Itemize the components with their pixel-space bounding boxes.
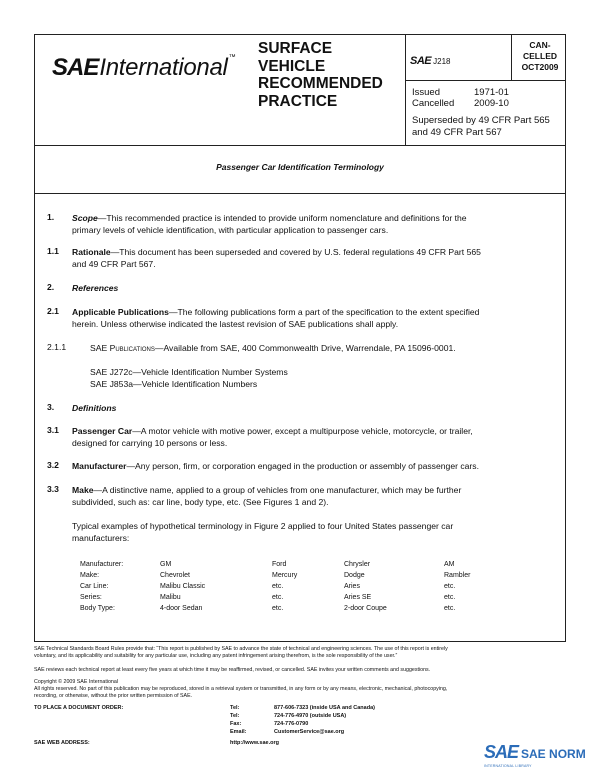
rights-notice [34, 686, 566, 700]
table-cell: Body Type: [80, 605, 115, 612]
section-references [72, 282, 547, 294]
cancelled-line: CAN- [529, 40, 551, 50]
superseded-line: and 49 CFR Part 567 [412, 127, 502, 138]
document-title: Passenger Car Identification Terminology [216, 162, 384, 172]
section-text: —A distinctive name, applied to a group of vehicles from one manufacturer, which may be further [93, 485, 462, 495]
fax-label: Fax: [230, 721, 242, 727]
section-applicable-publications [72, 306, 547, 330]
section-number: 2. [47, 282, 55, 292]
email-link[interactable]: CustomerService@sae.org [274, 729, 345, 735]
table-cell: etc. [444, 605, 456, 612]
standard-sae-mark: SAE [410, 55, 432, 67]
table-cell: Chevrolet [160, 572, 190, 579]
standard-number-text: J218 [433, 57, 451, 66]
section-text: —A motor vehicle with motive power, except a multipurpose vehicle, motorcycle, or trailer, [132, 426, 473, 436]
table-cell: Malibu Classic [160, 583, 206, 590]
section-label: SAE Publications [90, 343, 155, 353]
table-cell: Aries [344, 583, 360, 590]
reference-item: SAE J272c—Vehicle Identification Number Systems [90, 367, 288, 377]
table-cell: etc. [272, 605, 284, 612]
table-cell: etc. [444, 594, 456, 601]
review-notice: SAE reviews each technical report at least every five years at which time it may be reaffirmed, revised, or cancelled. SAE invites your written comments and suggestions. [34, 667, 431, 673]
section-title: Applicable Publications [72, 307, 169, 317]
table-cell: 4-door Sedan [160, 605, 203, 612]
table-cell: etc. [444, 583, 456, 590]
table-cell: 2-door Coupe [344, 605, 387, 612]
table-cell: etc. [272, 594, 284, 601]
table-cell: Series: [80, 594, 102, 601]
section-text: Typical examples of hypothetical terminology in Figure 2 applied to four United States passenger car [72, 521, 454, 531]
table-cell: Aries SE [344, 594, 372, 601]
web-label: SAE WEB ADDRESS: [34, 740, 90, 746]
issued-label: Issued [412, 87, 440, 98]
board-rules-notice [34, 646, 566, 660]
section-number: 3.2 [47, 460, 59, 470]
title-line: VEHICLE [258, 57, 326, 75]
section-text: —The following publications form a part of the specification to the extent specified [168, 307, 480, 317]
standard-number [410, 55, 450, 67]
sae-international-logo [52, 54, 236, 84]
tel-inside: 877-606-7323 (inside USA and Canada) [274, 705, 375, 711]
section-text: —Any person, firm, or corporation engaged in the production or assembly of passenger cars. [126, 461, 479, 471]
definition-manufacturer [72, 460, 547, 472]
logo-trademark: ™ [228, 54, 236, 61]
section-number: 2.1 [47, 306, 59, 316]
superseded-line: Superseded by 49 CFR Part 565 [412, 115, 550, 126]
title-line: SURFACE [258, 40, 333, 57]
section-number: 3. [47, 402, 55, 412]
number-divider [405, 80, 566, 81]
section-text: —Available from SAE, 400 Commonwealth Drive, Warrendale, PA 15096-0001. [154, 343, 456, 353]
logo-international-text: International [99, 54, 228, 81]
title-divider [34, 193, 566, 194]
section-number: 3.3 [47, 484, 59, 494]
table-cell: Mercury [272, 572, 298, 579]
tel-label: Tel: [230, 713, 240, 719]
cancelled-date: 2009-10 [474, 98, 509, 109]
definition-make [72, 484, 547, 508]
section-rationale [72, 246, 547, 270]
fax-number: 724-776-0790 [274, 721, 309, 727]
table-cell: AM [444, 561, 455, 568]
cancelled-line: CELLED [523, 51, 557, 61]
email-label: Email: [230, 729, 247, 735]
section-number: 2.1.1 [47, 342, 67, 352]
definition-passenger-car [72, 425, 547, 449]
header-vline [405, 34, 406, 145]
table-cell: Rambler [444, 572, 471, 579]
section-title: Manufacturer [72, 461, 127, 471]
table-cell: etc. [272, 583, 284, 590]
section-text: designed for carrying 10 persons or less. [72, 438, 228, 448]
title-line: PRACTICE [258, 92, 338, 110]
table-cell: Dodge [344, 572, 365, 579]
section-text: manufacturers: [72, 533, 130, 543]
footer-text: All rights reserved. No part of this publication may be reproduced, stored in a retrieval system or transmitted, in any form or by any means, electronic, mechanical, photocopying, [34, 686, 448, 692]
section-text: herein. Unless otherwise indicated the lastest revision of SAE publications shall apply. [72, 319, 399, 329]
section-sae-publications [90, 342, 550, 354]
section-number: 1.1 [47, 246, 59, 256]
footer-text: voluntary, and its applicability and suitability for any particular use, including any patent infringement arising therefrom, is the sole responsibility of the user.” [34, 653, 398, 659]
cancelled-label: Cancelled [412, 98, 455, 109]
section-text: and 49 CFR Part 567. [72, 259, 156, 269]
table-cell: Car Line: [80, 583, 109, 590]
order-label: TO PLACE A DOCUMENT ORDER: [34, 705, 124, 711]
table-cell: Manufacturer: [80, 561, 124, 568]
section-title: Scope [72, 213, 98, 223]
section-text: —This document has been superseded and covered by U.S. federal regulations 49 CFR Part 565 [110, 247, 481, 257]
reference-item: SAE J853a—Vehicle Identification Numbers [90, 379, 258, 389]
section-text: —This recommended practice is intended to provide uniform nomenclature and definitions for the [97, 213, 467, 223]
sae-norm-logo-text: SAE NORM [521, 747, 586, 761]
sae-norm-logo-subtitle: INTERNATIONAL LIBRARY [484, 764, 532, 768]
section-text: subdivided, such as: car line, body type, etc. (See Figures 1 and 2). [72, 497, 329, 507]
section-scope [72, 212, 547, 236]
header-divider [34, 145, 566, 146]
copyright-notice: Copyright © 2009 SAE International [34, 679, 118, 685]
section-title: Rationale [72, 247, 111, 257]
table-cell: Chrysler [344, 561, 371, 568]
cancelled-line: OCT2009 [521, 62, 559, 72]
tel-outside: 724-776-4970 (outside USA) [274, 713, 347, 719]
section-number: 1. [47, 212, 55, 222]
cancelled-stamp [515, 40, 565, 73]
section-number: 3.1 [47, 425, 59, 435]
table-cell: Ford [272, 561, 287, 568]
logo-sae-text: SAE [52, 54, 99, 81]
table-cell: GM [160, 561, 172, 568]
table-cell: Make: [80, 572, 100, 579]
sae-norm-logo [484, 742, 586, 763]
footer-text: SAE Technical Standards Board Rules provide that: “This report is published by SAE to advance the state of technical and engineering sciences. The use of this report is entirely [34, 646, 448, 652]
tel-label: Tel: [230, 705, 240, 711]
issued-date: 1971-01 [474, 87, 509, 98]
sae-norm-logo-mark: SAE [484, 742, 519, 762]
section-title: Make [72, 485, 94, 495]
section-text: primary levels of vehicle identification, with particular application to passenger cars. [72, 225, 389, 235]
section-title: Definitions [72, 403, 117, 413]
section-title: References [72, 283, 119, 293]
table-cell: Malibu [160, 594, 181, 601]
section-definitions [72, 402, 547, 414]
web-link[interactable]: http://www.sae.org [230, 740, 279, 746]
title-line: RECOMMENDED [258, 75, 383, 92]
cancel-vline [511, 34, 512, 80]
section-title: Passenger Car [72, 426, 133, 436]
practice-type-title [258, 40, 383, 110]
typical-examples-intro [72, 520, 547, 544]
footer-text: recording, or otherwise, without the prior written permission of SAE. [34, 693, 193, 699]
